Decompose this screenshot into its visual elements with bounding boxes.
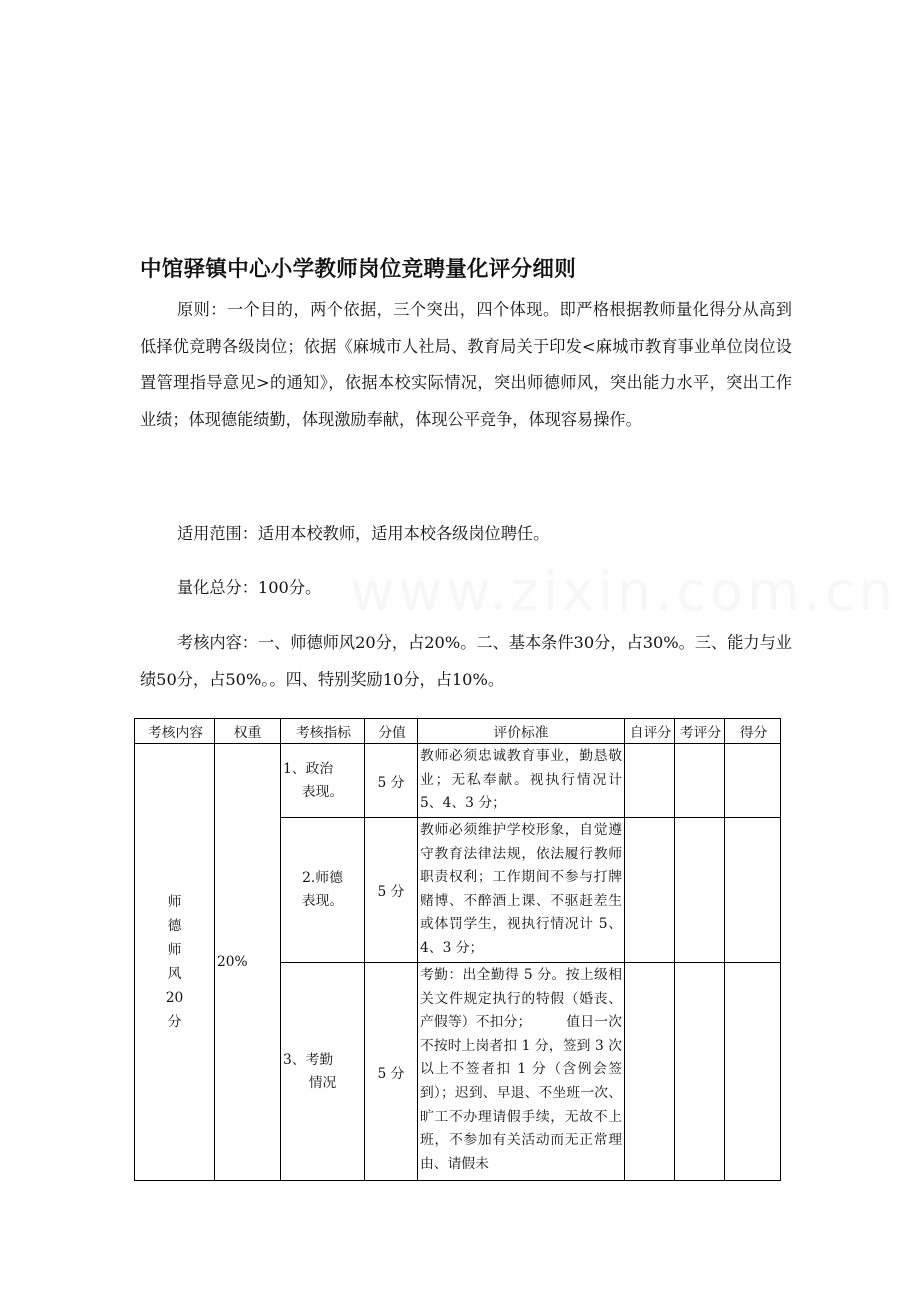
score-cell: 5 分 <box>365 963 418 1181</box>
principle-paragraph: 原则：一个目的，两个依据，三个突出，四个体现。即严格根据教师量化得分从高到低择优竞聘各级岗位；依据《麻城市人社局、教育局关于印发<麻城市教育事业单位岗位设置管理指导意见>的通知》，依据本校实际情况，突出师德师风，突出能力水平，突出工作业绩；体现德能绩勤，体现激励奉献，体现公平竞争，体现容易操作。 <box>140 300 792 429</box>
score-cell: 5 分 <box>365 744 418 818</box>
final-score-cell <box>725 963 781 1181</box>
scope-paragraph: 适用范围：适用本校教师，适用本校各级岗位聘任。 <box>177 524 550 543</box>
self-score-cell <box>625 963 675 1181</box>
criteria-cell <box>418 963 625 1181</box>
criteria-text: 考勤：出全勤得 5 分。按上级相关文件规定执行的特假（婚丧、产假等）不扣分； 值日一次不按时上岗者扣 1 分，签到 3 次以上不签者扣 1 分（含例会签到）；迟到、早退、不坐班一次、旷工不办理请假手续，无故不上班，不参加有关活动而无正常理由、请假未 <box>420 967 622 1172</box>
assess-score-cell <box>675 744 725 818</box>
header-assess-score: 考评分 <box>675 719 725 744</box>
self-score-cell <box>625 744 675 818</box>
indicator-line: 2.师德 <box>302 870 343 886</box>
section-name-char: 师 <box>167 894 182 910</box>
assessment-content-paragraph: 考核内容：一、师德师风20分，占20%。二、基本条件30分，占30%。三、能力与业绩50分，占50%。。四、特别奖励10分，占10%。 <box>140 633 792 689</box>
indicator-line: 表现。 <box>301 783 344 800</box>
section-name-char: 师 <box>167 942 182 958</box>
total-score-paragraph: 量化总分：100分。 <box>177 578 322 597</box>
header-self-score: 自评分 <box>625 719 675 744</box>
indicator-cell <box>281 744 365 818</box>
indicator-line: 情况 <box>308 1074 337 1091</box>
header-content: 考核内容 <box>135 719 215 744</box>
section-name-char: 德 <box>167 918 182 934</box>
section-name-cell <box>135 744 215 1181</box>
score-cell: 5 分 <box>365 818 418 963</box>
document-title: 中馆驿镇中心小学教师岗位竞聘量化评分细则 <box>140 257 577 282</box>
header-indicator: 考核指标 <box>281 719 365 744</box>
header-score: 分值 <box>365 719 418 744</box>
indicator-line: 表现。 <box>301 893 344 909</box>
self-score-cell <box>625 818 675 963</box>
watermark: www.zixin.com.cn <box>350 560 897 623</box>
indicator-line: 1、政治 <box>283 760 334 777</box>
header-criteria: 评价标准 <box>418 719 625 744</box>
section-name-char: 风 <box>167 966 182 982</box>
final-score-cell <box>725 818 781 963</box>
section-weight-cell: 20% <box>215 744 281 1181</box>
header-final-score: 得分 <box>725 719 781 744</box>
indicator-cell <box>281 963 365 1181</box>
header-weight: 权重 <box>215 719 281 744</box>
assess-score-cell <box>675 963 725 1181</box>
scoring-table <box>134 718 781 1181</box>
table-row <box>135 744 781 818</box>
criteria-cell: 教师必须维护学校形象，自觉遵守教育法律法规，依法履行教师职责权利；工作期间不参与打牌赌博、不醉酒上课、不驱赶差生或体罚学生，视执行情况计 5、4、3 分； <box>418 818 625 963</box>
section-name-char: 分 <box>167 1014 182 1030</box>
assess-score-cell <box>675 818 725 963</box>
criteria-cell: 教师必须忠诚教育事业，勤恳敬业；无私奉献。视执行情况计 5、4、3 分； <box>418 744 625 818</box>
table-header-row <box>135 719 781 744</box>
indicator-cell <box>281 818 365 963</box>
section-name-char: 20 <box>165 990 184 1006</box>
indicator-line: 3、考勤 <box>283 1051 334 1068</box>
final-score-cell <box>725 744 781 818</box>
